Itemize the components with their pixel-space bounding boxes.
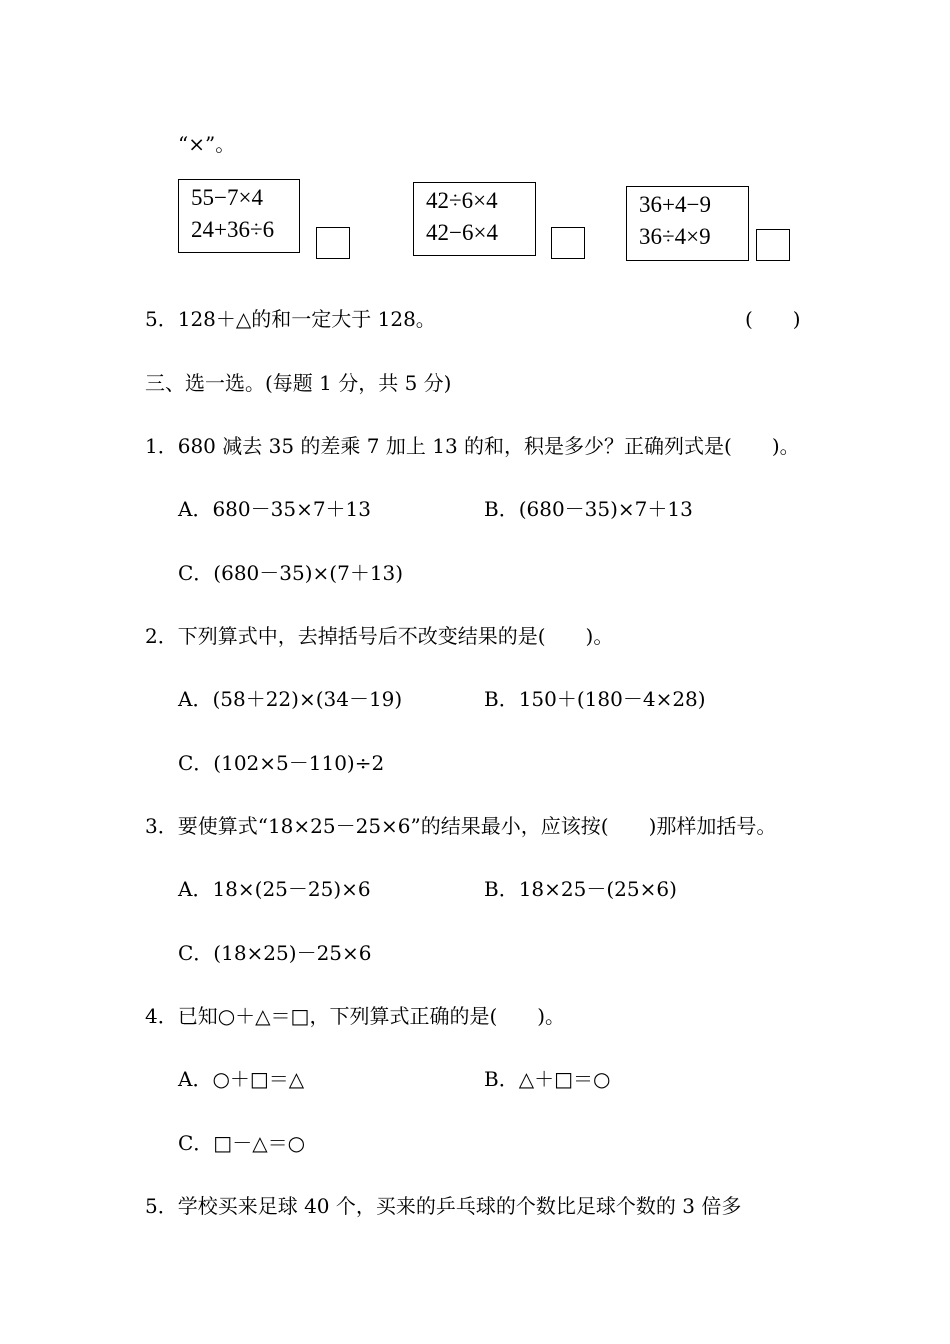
option-c[interactable]: C．(18×25)－25×6 [178, 941, 372, 965]
intro-symbol-text: “×”。 [178, 132, 236, 156]
compare-expression-box-2 [413, 182, 536, 256]
judge-answer-bracket[interactable]: ( ) [745, 307, 801, 331]
option-a[interactable]: A．(58＋22)×(34－19) [178, 687, 403, 711]
expression-line: 42÷6×4 [426, 188, 498, 213]
question-stem-5: 5．学校买来足球 40 个，买来的乒乓球的个数比足球个数的 3 倍多 [145, 1194, 742, 1218]
expression-line: 24+36÷6 [191, 217, 275, 242]
compare-expression-box-3 [626, 186, 749, 261]
answer-box-3[interactable] [756, 229, 790, 261]
option-c[interactable]: C．□－△＝○ [178, 1131, 306, 1155]
expression-line: 42−6×4 [426, 220, 498, 245]
answer-box-1[interactable] [316, 227, 350, 259]
question-stem-4: 4．已知○＋△＝□，下列算式正确的是( )。 [145, 1004, 566, 1028]
option-a[interactable]: A．18×(25－25)×6 [178, 877, 371, 901]
option-b[interactable]: B．150＋(180－4×28) [484, 687, 706, 711]
option-a[interactable]: A．○＋□＝△ [178, 1067, 305, 1091]
option-b[interactable]: B．(680－35)×7＋13 [484, 497, 693, 521]
expression-line: 55−7×4 [191, 185, 263, 210]
compare-expression-box-1 [178, 179, 300, 253]
option-a[interactable]: A．680－35×7＋13 [178, 497, 371, 521]
question-stem-3: 3．要使算式“18×25－25×6”的结果最小，应该按( )那样加括号。 [145, 814, 777, 838]
expression-line: 36+4−9 [639, 192, 711, 217]
judge-question-5: 5．128＋△的和一定大于 128。 [145, 307, 436, 331]
option-b[interactable]: B．△＋□＝○ [484, 1067, 611, 1091]
expression-line: 36÷4×9 [639, 224, 711, 249]
option-c[interactable]: C．(680－35)×(7＋13) [178, 561, 404, 585]
answer-box-2[interactable] [551, 227, 585, 259]
question-stem-2: 2．下列算式中，去掉括号后不改变结果的是( )。 [145, 624, 614, 648]
question-stem-1: 1．680 减去 35 的差乘 7 加上 13 的和，积是多少？正确列式是( )。 [145, 434, 800, 458]
option-b[interactable]: B．18×25－(25×6) [484, 877, 677, 901]
section-title: 三、选一选。(每题 1 分，共 5 分) [145, 371, 452, 395]
option-c[interactable]: C．(102×5－110)÷2 [178, 751, 385, 775]
